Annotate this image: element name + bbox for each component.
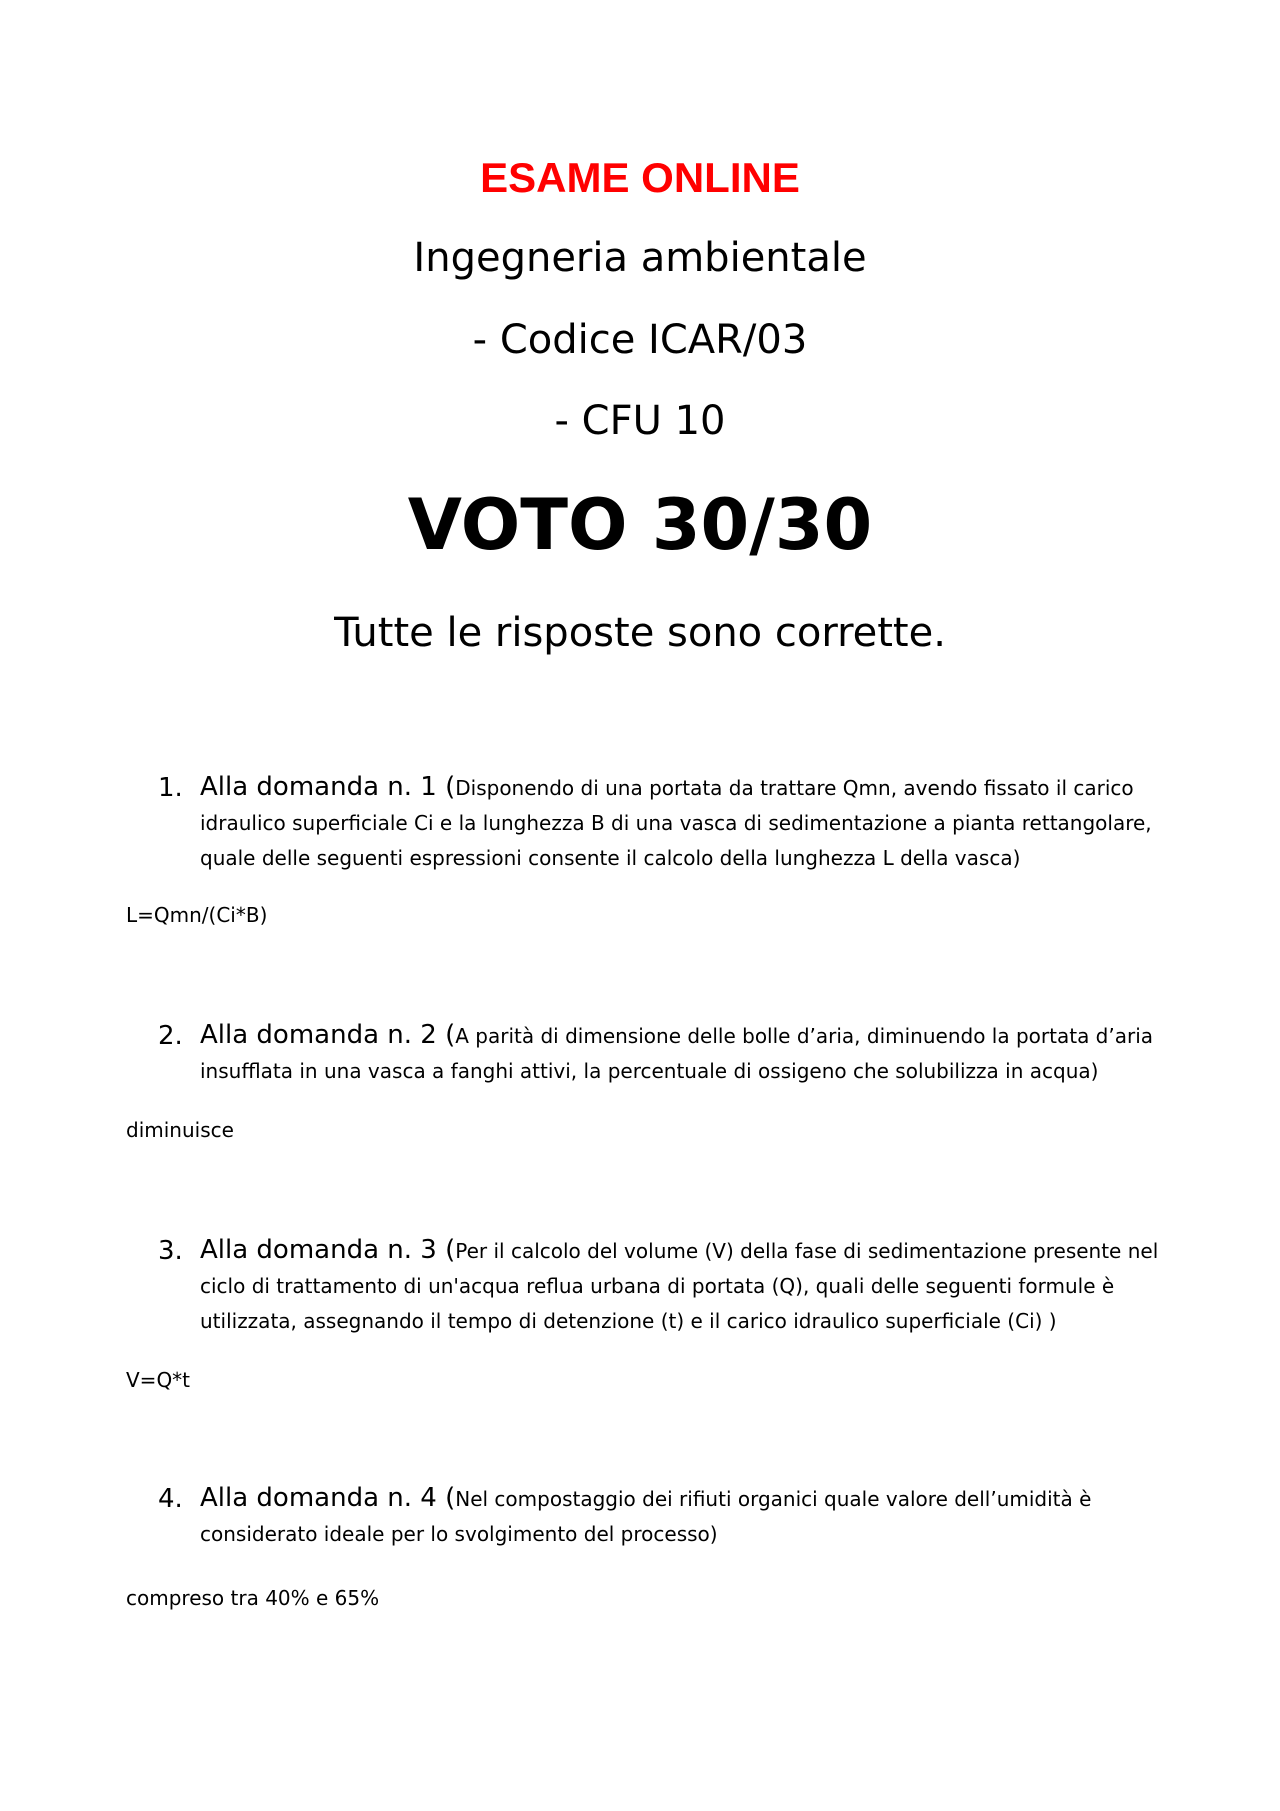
answer-1: L=Qmn/(Ci*B) — [126, 903, 268, 927]
question-text: A parità di dimensione delle bolle d’aria, diminuendo la portata d’aria insufflata in una vasca a fanghi attivi, la percentuale di ossigeno che solubilizza in acqua) — [200, 1024, 1154, 1083]
question-lead: Alla domanda n. 4 ( — [200, 1483, 456, 1513]
exam-title: ESAME ONLINE — [480, 154, 800, 201]
course-code: - Codice ICAR/03 — [472, 317, 808, 363]
answer-3: V=Q*t — [126, 1368, 191, 1392]
question-4 — [158, 1481, 1168, 1552]
question-number: 1. — [158, 773, 183, 803]
question-lead: Alla domanda n. 3 ( — [200, 1235, 456, 1265]
question-text: Disponendo di una portata da trattare Qmn, avendo fissato il carico idraulico superficiale Ci e la lunghezza B di una vasca di sedimentazione a pianta rettangolare, quale delle seguenti espressioni consente il calcolo della lunghezza L della vasca) — [200, 776, 1152, 870]
question-number: 4. — [158, 1484, 183, 1514]
answer-4: compreso tra 40% e 65% — [126, 1586, 380, 1610]
question-2 — [158, 1018, 1168, 1089]
question-1 — [158, 770, 1168, 876]
question-number: 3. — [158, 1236, 183, 1266]
grade-note: Tutte le risposte sono corrette. — [334, 610, 946, 656]
question-body — [200, 770, 1168, 876]
question-lead: Alla domanda n. 2 ( — [200, 1020, 456, 1050]
answer-2: diminuisce — [126, 1118, 234, 1142]
subject-title: Ingegneria ambientale — [413, 235, 867, 281]
question-number: 2. — [158, 1021, 183, 1051]
question-body — [200, 1481, 1168, 1552]
question-text: Per il calcolo del volume (V) della fase di sedimentazione presente nel ciclo di trattamento di un'acqua reflua urbana di portata (Q), quali delle seguenti formule è utilizzata, assegnando il tempo di detenzione (t) e il carico idraulico superficiale (Ci) ) — [200, 1239, 1159, 1333]
question-text: Nel compostaggio dei rifiuti organici quale valore dell’umidità è considerato ideale per lo svolgimento del processo) — [200, 1487, 1092, 1546]
question-body — [200, 1233, 1168, 1339]
grade-heading: VOTO 30/30 — [407, 484, 873, 566]
question-body — [200, 1018, 1168, 1089]
course-cfu: - CFU 10 — [554, 398, 726, 444]
question-3 — [158, 1233, 1168, 1339]
question-lead: Alla domanda n. 1 ( — [200, 772, 456, 802]
